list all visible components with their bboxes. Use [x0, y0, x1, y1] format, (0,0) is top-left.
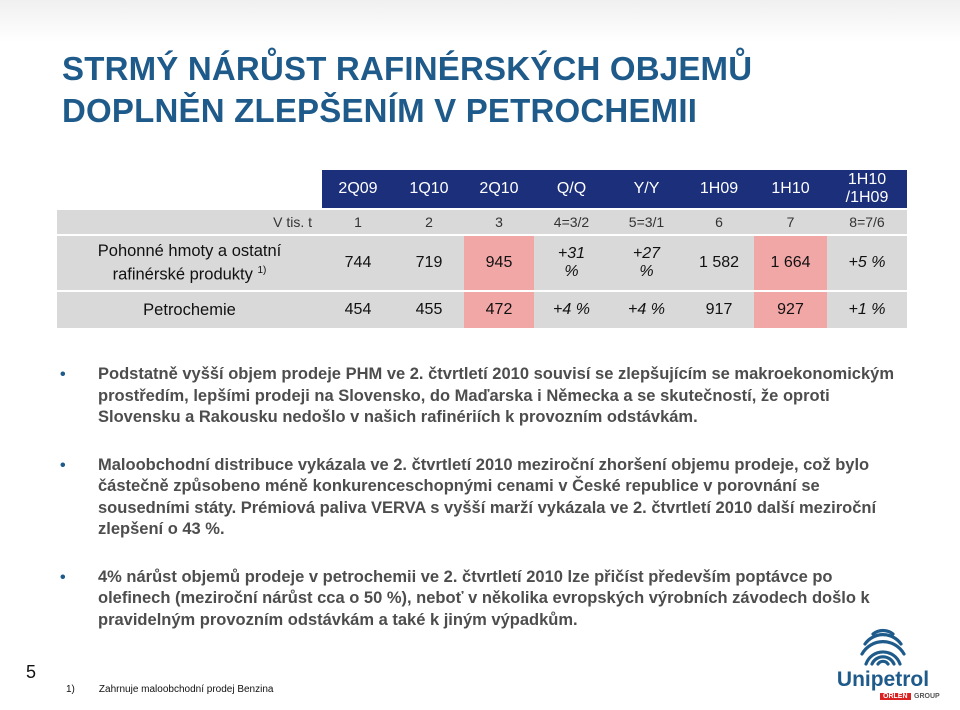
- bullet-text: Maloobchodní distribuce vykázala ve 2. čtvrtletí 2010 meziroční zhoršení objemu prodeje, což bylo částečně způsobeno méně konkurenceschopnými cenami v České republice v porovnání se sousedními státy. Prémiová paliva VERVA s vyšší marží vykázala ve 2. čtvrtletí 2010 další meziroční zlepšení o 43 %.: [98, 455, 877, 538]
- logo-group: GROUP: [914, 693, 940, 700]
- header-cell: 2Q10: [464, 170, 534, 208]
- qq-line2: %: [564, 263, 579, 280]
- table-cell-highlight: 472: [464, 292, 534, 328]
- table-cell: 719: [394, 236, 464, 290]
- table-header-row: [57, 170, 907, 208]
- bullet-text: Podstatně vyšší objem prodeje PHM ve 2. čtvrtletí 2010 souvisí se zlepšujícím se makroekonomickým prostředím, lepšími prodeji na Slovensko, do Maďarska i Německa a se skutečností, že oproti Slovensku a Rakousku nedošlo v našich rafinériích k provozním odstávkám.: [98, 365, 894, 426]
- yy-line1: +27: [632, 245, 661, 262]
- table-cell-change: +5 %: [827, 236, 907, 290]
- ref-cell: 4=3/2: [534, 210, 609, 234]
- header-cell-ratio: [827, 170, 907, 208]
- ref-cell: 1: [322, 210, 394, 234]
- footnote-text: Zahrnuje maloobchodní prodej Benzina: [98, 684, 274, 695]
- list-item: [60, 567, 900, 632]
- table-row: [57, 236, 907, 290]
- top-band: [0, 0, 960, 42]
- header-ratio-line1: 1H10: [847, 171, 887, 188]
- page-number: 5: [26, 662, 37, 682]
- table-cell-highlight: 1 664: [754, 236, 827, 290]
- header-cell: 1Q10: [394, 170, 464, 208]
- row-label-fuels: [57, 236, 322, 290]
- header-cell: 1H10: [754, 170, 827, 208]
- table-row: [57, 292, 907, 328]
- logo-mark-icon: [818, 624, 948, 670]
- header-cell: Q/Q: [534, 170, 609, 208]
- table-cell: +4 %: [534, 292, 609, 328]
- unipetrol-logo: [818, 624, 948, 704]
- bullet-icon: •: [60, 366, 66, 383]
- table-cell-qq: [534, 236, 609, 290]
- list-item: [60, 455, 900, 541]
- footnote: [66, 684, 273, 695]
- row-label-line1: Pohonné hmoty a ostatní: [97, 242, 282, 261]
- table-cell: 454: [322, 292, 394, 328]
- row-label-petrochem: Petrochemie: [57, 292, 322, 328]
- ref-cell: 3: [464, 210, 534, 234]
- logo-orlen: ORLEN: [880, 693, 911, 700]
- table-cell: 1 582: [684, 236, 754, 290]
- list-item: [60, 364, 900, 429]
- volumes-table: [57, 168, 907, 330]
- table-cell: +1 %: [827, 292, 907, 328]
- unit-label: V tis. t: [57, 210, 322, 234]
- ref-cell: 5=3/1: [609, 210, 684, 234]
- row-label-line2: rafinérské produkty: [112, 265, 253, 284]
- ref-cell: 8=7/6: [827, 210, 907, 234]
- page-title: [62, 48, 752, 132]
- table-reference-row: [57, 210, 907, 234]
- ref-cell: 2: [394, 210, 464, 234]
- ref-cell: 6: [684, 210, 754, 234]
- bullet-icon: •: [60, 568, 66, 586]
- header-blank-cell: [57, 170, 322, 208]
- header-cell: 2Q09: [322, 170, 394, 208]
- table-cell: 917: [684, 292, 754, 328]
- qq-line1: +31: [557, 245, 586, 262]
- table-cell-yy: [609, 236, 684, 290]
- bullet-list: [60, 364, 900, 631]
- table-cell: +4 %: [609, 292, 684, 328]
- footnote-number: 1): [66, 684, 75, 695]
- header-ratio-line2: /1H09: [845, 189, 889, 206]
- table-cell: 744: [322, 236, 394, 290]
- yy-line2: %: [639, 263, 654, 280]
- logo-wordmark: Unipetrol: [836, 668, 930, 691]
- title-line-1: STRMÝ NÁRŮST RAFINÉRSKÝCH OBJEMŮ: [62, 50, 753, 87]
- footnote-mark: 1): [257, 265, 267, 277]
- ref-cell: 7: [754, 210, 827, 234]
- title-line-2: DOPLNĚN ZLEPŠENÍM V PETROCHEMII: [62, 92, 698, 129]
- table-cell-highlight: 927: [754, 292, 827, 328]
- table-cell-highlight: 945: [464, 236, 534, 290]
- table-cell: 455: [394, 292, 464, 328]
- bullet-icon: •: [60, 456, 66, 474]
- row-label-line2-wrap: [57, 261, 322, 285]
- header-cell: Y/Y: [609, 170, 684, 208]
- bullet-text: 4% nárůst objemů prodeje v petrochemii ve 2. čtvrtletí 2010 lze přičíst především poptávce po olefinech (meziroční nárůst cca o 50 %), neboť v několika evropských výrobních závodech došlo k pravidelným provozním odstávkám a také k jiným výpadkům.: [98, 567, 870, 629]
- header-cell: 1H09: [684, 170, 754, 208]
